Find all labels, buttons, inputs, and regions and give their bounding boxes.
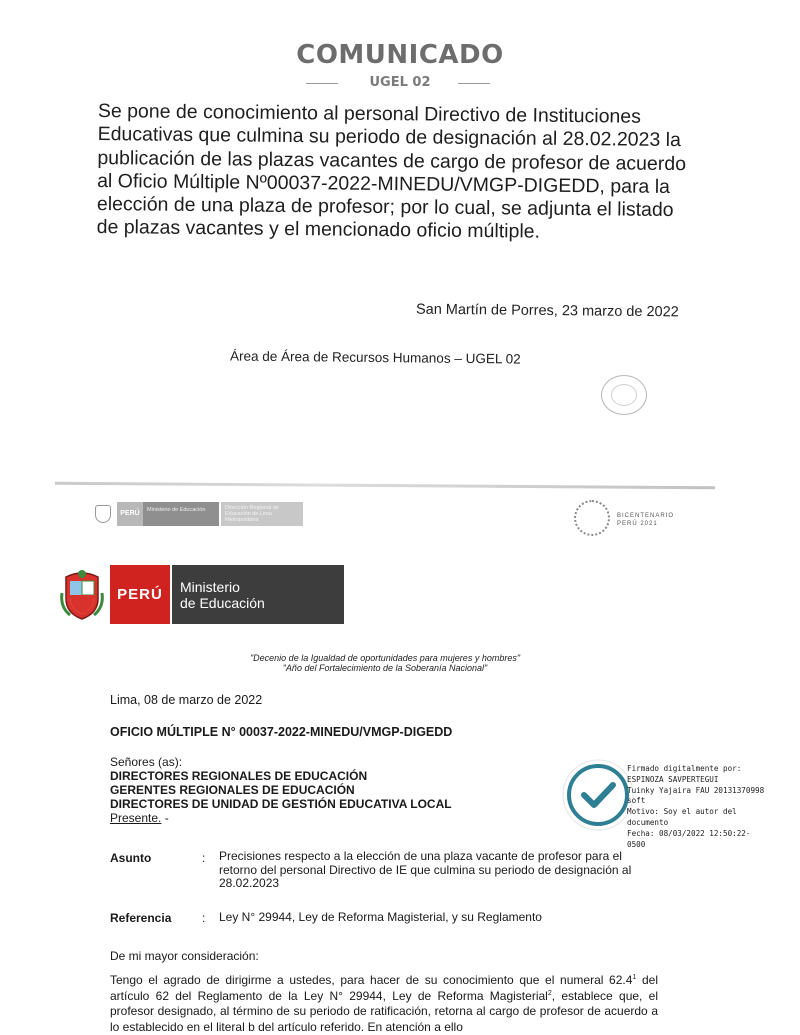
coat-of-arms-icon <box>95 505 111 523</box>
footer-ministerio-logo: Ministerio de Educación <box>143 502 219 526</box>
referencia-label: Referencia <box>110 911 172 925</box>
oficio-number: OFICIO MÚLTIPLE N° 00037-2022-MINEDU/VMGP-DIGEDD <box>110 725 453 739</box>
referencia-text: Ley N° 29944, Ley de Reforma Magisterial, y su Reglamento <box>219 910 542 924</box>
recipient-line: DIRECTORES DE UNIDAD DE GESTIÓN EDUCATIVA LOCAL <box>110 797 452 811</box>
recipient-line: DIRECTORES REGIONALES DE EDUCACIÓN <box>110 769 368 783</box>
subtitle-divider-left <box>306 83 338 84</box>
comunicado-place-date: San Martín de Porres, 23 marzo de 2022 <box>415 301 679 321</box>
digital-signature-details <box>627 764 768 850</box>
recipients-salutation: Señores (as): <box>110 755 183 769</box>
footer-dre-logo: Dirección Regional de Educación de Lima Metropolitana <box>221 502 303 526</box>
ministerio-logo <box>172 565 344 624</box>
subtitle-divider-right <box>458 83 490 84</box>
presente-label: Presente. <box>110 811 162 825</box>
oficio-page <box>0 545 768 1034</box>
body-paragraph <box>110 973 658 1035</box>
comunicado-signature-area: Área de Área de Recursos Humanos – UGEL 02 <box>229 348 521 367</box>
recipients-block <box>110 755 510 825</box>
footer-bicentenario-label: BICENTENARIO PERÚ 2021 <box>617 513 675 527</box>
paragraph-part: , establece que, el profesor designado, al término de su periodo de ratificación, retorna al cargo de profesor de acuerdo a lo establecido en el literal b del artículo referido. En atención a ello <box>110 988 659 1034</box>
paragraph-part: Tengo el agrado de dirigirme a ustedes, para hacer de su conocimiento que el numeral 62.4 <box>110 973 633 987</box>
signature-line: Fecha: 08/03/2022 12:50:22-0500 <box>627 828 751 849</box>
footer-divider <box>55 482 715 490</box>
footnote-ref: 1 <box>632 974 637 981</box>
ministerio-line2: de Educación <box>180 595 265 611</box>
signature-line: Firmado digitalmente por: <box>627 764 742 773</box>
ministerio-line1: Ministerio <box>180 579 240 595</box>
signature-line: Tuinky Yajaira FAU 20131370998 <box>627 785 765 795</box>
asunto-label: Asunto <box>110 851 152 865</box>
footer-peru-logo: PERÚ <box>117 502 143 526</box>
footnote-ref: 2 <box>547 989 552 997</box>
coat-of-arms-icon <box>60 569 104 621</box>
signature-line: ESPINOZA SAVPERTEGUI <box>627 774 719 784</box>
greeting: De mi mayor consideración: <box>110 949 259 963</box>
stamp-seal-icon <box>601 375 647 415</box>
signature-line: Motivo: Soy el autor del <box>627 807 737 817</box>
decenio-heading <box>170 653 600 673</box>
asunto-colon: : <box>202 851 206 865</box>
comunicado-body: Se pone de conocimiento al personal Directivo de Instituciones Educativas que culmina su periodo de designación al 28.02.2023 la publicación de las plazas vacantes de cargo de profesor de acuerdo al Oficio Múltiple Nº00037-2022-MINEDU/VMGP-DIGEDD, para la elección de una plaza de profesor; por lo cual, se adjunta el listado de plazas vacantes y el mencionado oficio múltiple. <box>96 100 687 244</box>
comunicado-subtitle: UGEL 02 <box>369 75 431 90</box>
recipient-line: GERENTES REGIONALES DE EDUCACIÓN <box>110 783 355 797</box>
comunicado-title: COMUNICADO <box>296 40 504 70</box>
signature-line: documento <box>627 817 669 827</box>
presente-line <box>110 811 510 825</box>
oficio-place-date: Lima, 08 de marzo de 2022 <box>110 693 263 707</box>
referencia-colon: : <box>202 911 206 925</box>
bicentenario-icon <box>574 500 610 536</box>
decenio-line1: "Decenio de la Igualdad de oportunidades para mujeres y hombres" <box>249 653 521 663</box>
asunto-text: Precisiones respecto a la elección de una plaza vacante de profesor para el retorno del personal Directivo de IE que culmina su periodo de designación al 28.02.2023 <box>219 849 632 890</box>
peru-logo: PERÚ <box>110 565 170 624</box>
presente-suffix: - <box>161 811 169 825</box>
signature-line: soft <box>627 796 646 806</box>
decenio-line2: "Año del Fortalecimiento de la Soberanía Nacional" <box>282 663 488 673</box>
paragraph-part: del artículo 62 del Reglamento de la Ley N° 29944, Ley de Reforma Magisterial <box>110 973 658 1003</box>
